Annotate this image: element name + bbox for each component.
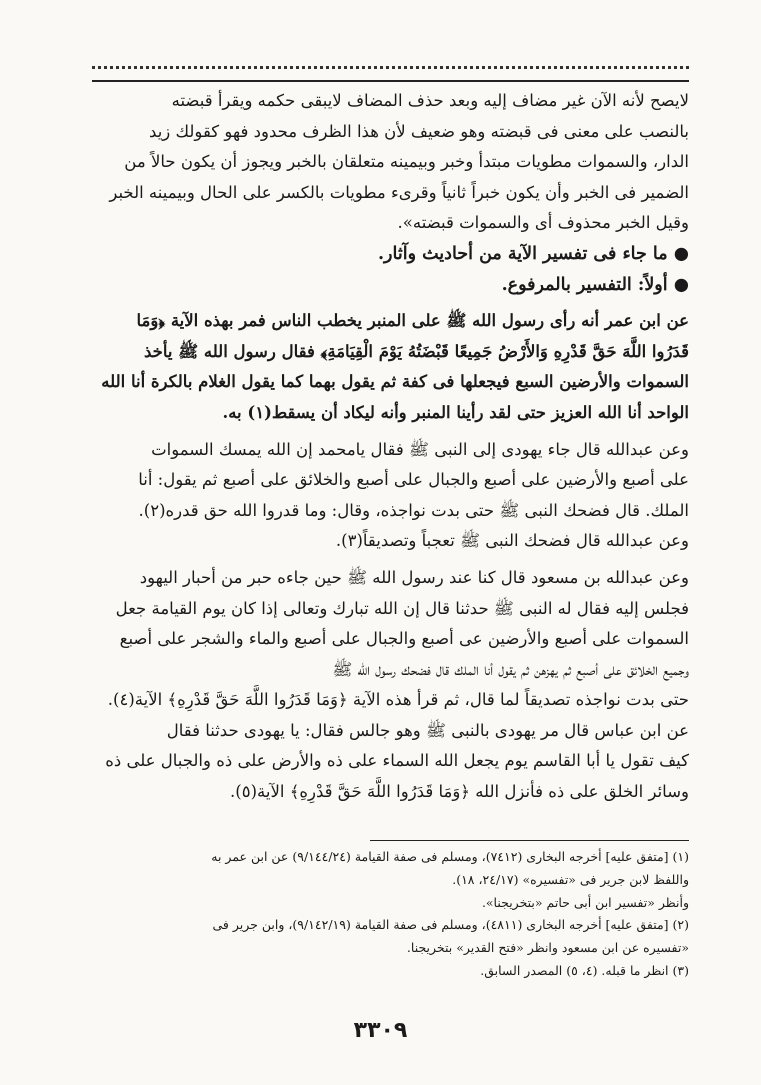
main-text <box>92 86 689 808</box>
section-heading: ● ما جاء فى تفسير الآية من أحاديث وآثار. <box>377 243 689 264</box>
footnote-rule <box>370 840 689 841</box>
text-line: الدار، والسموات مطويات مبتدأ وخبر وبيمينه متعلقان بالخبر ويجوز أن يكون حالاً من <box>124 152 689 172</box>
footnote-line: (٢) [متفق عليه] أخرجه البخارى (٤٨١١)، ومسلم فى صفة القيامة (٩/١٤٢/١٩)، وابن جرير فى <box>212 917 689 933</box>
hadith-line: السموات والأرضين السبع فيجعلها فى كفة ثم يقول بهما كما يقول الغلام بالكرة أنا الله <box>101 372 689 392</box>
hadith-line: كيف تقول يا أبا القاسم يوم يجعل الله السماء على ذه والأرض على ذه والجبال على ذه <box>105 751 689 771</box>
hadith-line: السموات على أصبع والأرضين عى أصبع والجبال على أصبع والماء والشجر على أصبع <box>119 629 689 649</box>
hadith-line: قَدَرُوا اللَّهَ حَقَّ قَدْرِهِ وَالأَرْضُ جَمِيعًا قَبْضَتُهُ يَوْمَ الْقِيَامَةِ﴾ فقال رسول الله ﷺ يأخذ <box>143 341 689 361</box>
footnotes <box>92 846 689 983</box>
hadith-line: الواحد أنا الله العزيز حتى لقد رأينا المنبر وأنه ليكاد أن يسقط(١) به. <box>222 402 689 422</box>
text-line: لايصح لأنه الآن غير مضاف إليه وبعد حذف المضاف لايبقى حكمه ويقرأ قبضته <box>171 91 689 110</box>
hadith-line: وسائر الخلق على ذه فأنزل الله ﴿وَمَا قَدَرُوا اللَّهَ حَقَّ قَدْرِهِ﴾ الآية(٥). <box>230 782 689 802</box>
text-line: الضمير فى الخبر وأن يكون خبراً ثانياً وقرىء مطويات بالكسر على الحال وبيمينه الخبر <box>109 182 689 202</box>
hadith-line: فجلس إليه فقال له النبى ﷺ حدثنا قال إن الله تبارك وتعالى إذا كان يوم القيامة جعل <box>115 598 689 618</box>
hadith-line: وعن عبدالله قال جاء يهودى إلى النبى ﷺ فقال يامحمد إن الله يمسك السموات <box>151 439 689 459</box>
hadith-line: الملك. قال فضحك النبى ﷺ حتى بدت نواجذه، وقال: وما قدروا الله حق قدره(٢). <box>138 500 689 520</box>
hadith-line: وجميع الخلائق على أصبع ثم يهزهن ثم يقول أنا الملك قال فضحك رسول الله ﷺ <box>332 659 689 679</box>
header-rule <box>92 80 689 82</box>
subsection-heading: ● أولاً: التفسير بالمرفوع. <box>501 274 689 295</box>
hadith-line: عن ابن عمر أنه رأى رسول الله ﷺ على المنبر يخطب الناس فمر بهذه الآية ﴿وَمَا <box>136 311 689 331</box>
hadith-line: وعن عبدالله قال فضحك النبى ﷺ تعجباً وتصديقاً(٣). <box>335 531 689 551</box>
text-line: بالنصب على معنى فى قبضته وهو ضعيف لأن هذا الظرف محدود فهو كقولك زيد <box>149 121 689 141</box>
hadith-line: عن ابن عباس قال مر يهودى بالنبى ﷺ وهو جالس فقال: يا يهودى حدثنا فقال <box>166 720 689 740</box>
footnote-line: (٣) انظر ما قبله. (٤، ٥) المصدر السابق. <box>480 962 689 978</box>
hadith-line: وعن عبدالله بن مسعود قال كنا عند رسول الله ﷺ حين جاءه حبر من أحبار اليهود <box>139 567 689 587</box>
footnote-line: وأنظر «تفسير ابن أبى حاتم «بتخريجنا». <box>481 894 689 910</box>
text-line: وقيل الخبر محذوف أى والسموات قبضته». <box>397 213 689 233</box>
page-number: ٣٣٠٩ <box>353 1018 408 1043</box>
hadith-line: حتى بدت نواجذه تصديقاً لما قال، ثم قرأ هذه الآية ﴿وَمَا قَدَرُوا اللَّهَ حَقَّ قَدْرِهِ﴾ الآية(٤). <box>107 690 689 710</box>
dotted-header-rule <box>92 66 689 69</box>
hadith-line: على أصبع والأرضين على أصبع والجبال على أصبع والخلائق على أصبع ثم يقول: أنا <box>138 470 689 490</box>
footnote-line: واللفظ لابن جرير فى «تفسيره» (٢٤/١٧، ١٨). <box>452 871 689 887</box>
footnote-line: «تفسيره عن ابن مسعود وانظر «فتح القدير» بتخريجنا. <box>406 940 689 956</box>
footnote-line: (١) [متفق عليه] أخرجه البخارى (٧٤١٢)، ومسلم فى صفة القيامة (٩/١٤٤/٢٤) عن ابن عمر به <box>211 849 689 864</box>
